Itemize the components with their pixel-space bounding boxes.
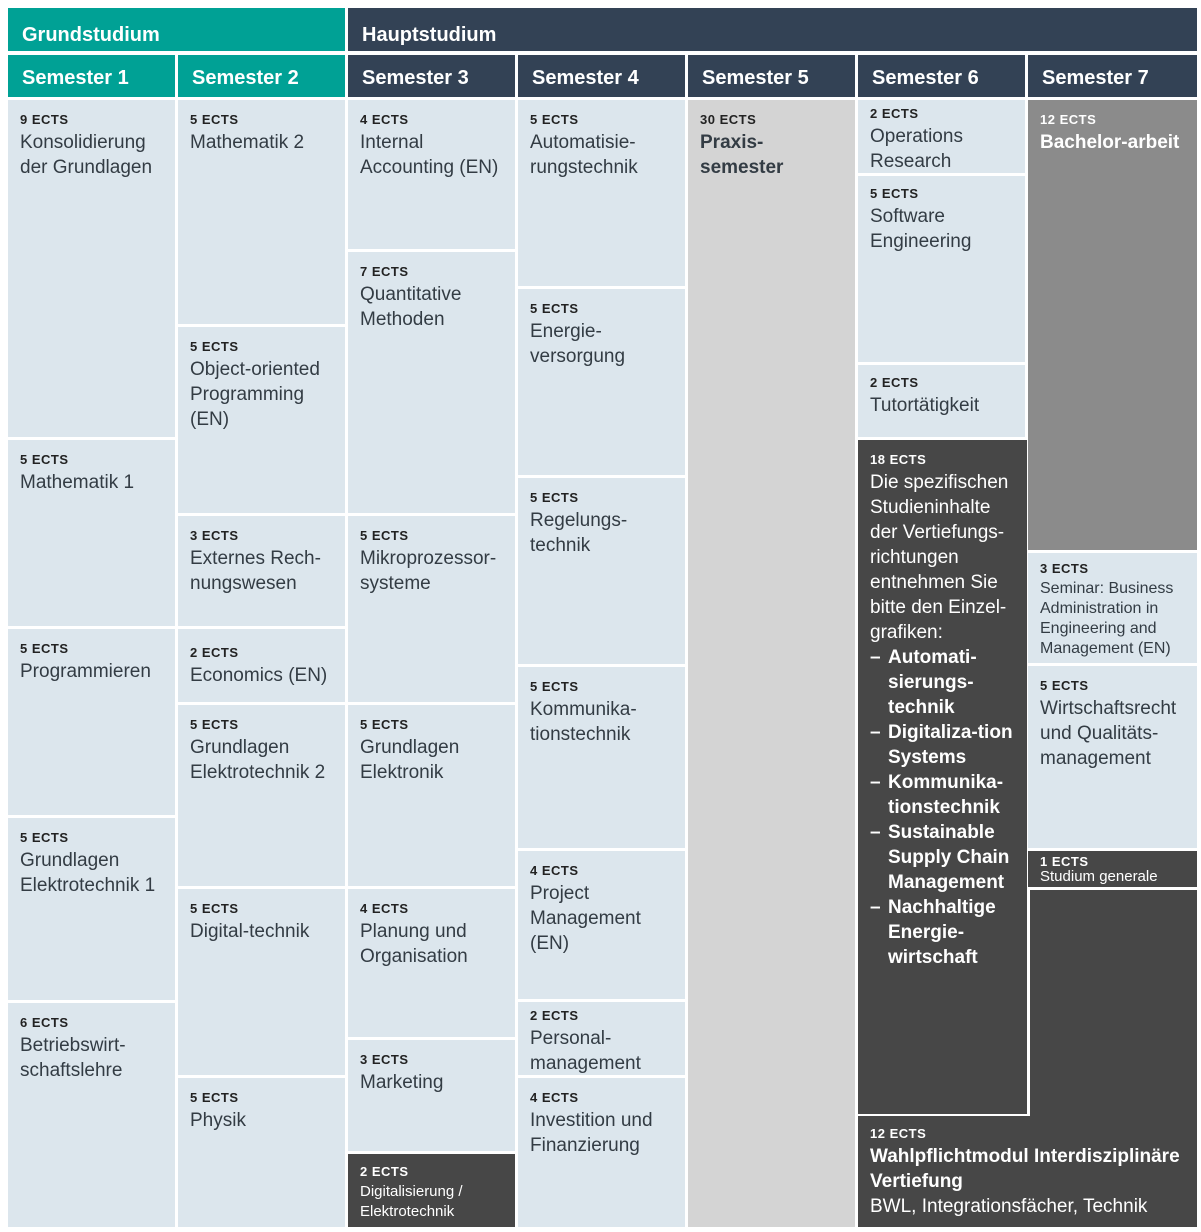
module-title: Energie-versorgung [530, 321, 626, 367]
module-title: Praxis-semester [700, 132, 784, 178]
module-title: Physik [190, 1110, 246, 1131]
module-ects: 1 ECTS [1040, 854, 1089, 869]
module-ects: 18 ECTS [870, 452, 927, 467]
module-title: Digitalisierung / Elektrotechnik [360, 1183, 463, 1220]
semester-2-header [178, 55, 345, 97]
semester-7-header [1028, 55, 1197, 97]
module-ects: 4 ECTS [360, 901, 409, 916]
vertiefung-text: Die spezifischen Studieninhalte der Vertiefungs-richtungen entnehmen Sie bitte den Einzel-grafiken: [870, 472, 1009, 643]
module-title: Marketing [360, 1072, 444, 1093]
vertiefung-item: – Digitaliza-tion Systems [870, 720, 1015, 770]
module-title: Automatisie-rungstechnik [530, 132, 638, 178]
module-konsolidierung [8, 100, 175, 437]
module-title: Object-oriented Programming (EN) [190, 359, 320, 430]
module-ects: 5 ECTS [870, 186, 919, 201]
module-grundlagen-elektrotechnik-1 [8, 818, 175, 1000]
module-title: Grundlagen Elektrotechnik 2 [190, 737, 326, 783]
semester-4-header [518, 55, 685, 97]
semester-7-label: Semester 7 [1042, 67, 1149, 89]
header-hauptstudium [348, 8, 1197, 51]
module-ects: 2 ECTS [870, 106, 919, 121]
module-title: Kommunika-tionstechnik [530, 699, 637, 745]
module-title: Bachelor-arbeit [1040, 132, 1180, 153]
module-seminar-business-administration [1028, 553, 1197, 663]
module-ects: 5 ECTS [190, 717, 239, 732]
module-title: Mathematik 2 [190, 132, 305, 153]
module-title: Programmieren [20, 661, 151, 682]
module-physik [178, 1078, 345, 1227]
module-title: Software Engineering [870, 206, 972, 252]
module-kommunikationstechnik [518, 667, 685, 848]
module-ects: 5 ECTS [20, 641, 69, 656]
vertiefung-item: – Nachhaltige Energie-wirtschaft [870, 895, 1015, 970]
module-title: Internal Accounting (EN) [360, 132, 499, 178]
module-title: Project Management (EN) [530, 883, 641, 954]
vertiefung-list [870, 645, 1015, 970]
module-title: Studium generale [1040, 868, 1158, 885]
module-externes-rechnungswesen [178, 516, 345, 626]
semester-6-header [858, 55, 1025, 97]
module-ects: 7 ECTS [360, 264, 409, 279]
module-title: Grundlagen Elektrotechnik 1 [20, 850, 156, 896]
module-ects: 5 ECTS [530, 679, 579, 694]
module-title: Mathematik 1 [20, 472, 135, 493]
module-ects: 5 ECTS [20, 452, 69, 467]
module-ects: 2 ECTS [190, 645, 239, 660]
module-automatisierungstechnik [518, 100, 685, 286]
semester-1-label: Semester 1 [22, 67, 129, 89]
module-praxissemester [688, 100, 855, 1227]
module-wahlpflichtmodul [858, 1116, 1197, 1227]
module-mathematik-1 [8, 440, 175, 626]
module-wirtschaftsrecht [1028, 666, 1197, 848]
module-mathematik-2 [178, 100, 345, 324]
module-title: Quantitative Methoden [360, 284, 462, 330]
module-investition-und-finanzierung [518, 1078, 685, 1227]
module-ects: 3 ECTS [1040, 561, 1089, 576]
module-title: Operations Research [870, 126, 963, 172]
module-personalmanagement [518, 1002, 685, 1075]
module-project-management [518, 851, 685, 999]
module-tutortaetigkeit [858, 365, 1025, 437]
module-ects: 2 ECTS [530, 1008, 579, 1023]
module-digitalisierung-elektrotechnik [348, 1154, 515, 1227]
module-betriebswirtschaftslehre [8, 1003, 175, 1227]
module-ects: 5 ECTS [530, 301, 579, 316]
module-software-engineering [858, 176, 1025, 362]
module-title: Personal-management [530, 1028, 641, 1074]
module-title: Digital-technik [190, 921, 310, 942]
module-grundlagen-elektronik [348, 705, 515, 886]
module-ects: 5 ECTS [190, 339, 239, 354]
module-marketing [348, 1040, 515, 1151]
module-operations-research [858, 100, 1025, 173]
header-grundstudium-label: Grundstudium [22, 24, 160, 46]
header-hauptstudium-label: Hauptstudium [362, 24, 497, 46]
module-object-oriented-programming [178, 327, 345, 513]
module-title: Seminar: Business Administration in Engineering and Management (EN) [1040, 580, 1174, 657]
module-title: Betriebswirt-schaftslehre [20, 1035, 126, 1081]
module-economics [178, 629, 345, 702]
vertiefung-item: – Automati-sierungs-technik [870, 645, 1015, 720]
semester-3-header [348, 55, 515, 97]
module-ects: 4 ECTS [360, 112, 409, 127]
module-title: Konsolidierung der Grundlagen [20, 132, 153, 178]
module-ects: 2 ECTS [360, 1164, 409, 1179]
module-ects: 5 ECTS [360, 717, 409, 732]
module-studium-generale [1028, 851, 1197, 887]
semester-1-header [8, 55, 175, 97]
module-ects: 5 ECTS [530, 490, 579, 505]
module-title: Externes Rech-nungswesen [190, 548, 321, 594]
module-title: Regelungs-technik [530, 510, 628, 556]
module-ects: 5 ECTS [190, 901, 239, 916]
module-ects: 9 ECTS [20, 112, 69, 127]
module-ects: 6 ECTS [20, 1015, 69, 1030]
module-ects: 3 ECTS [360, 1052, 409, 1067]
module-quantitative-methoden [348, 252, 515, 513]
module-ects: 5 ECTS [360, 528, 409, 543]
semester-3-label: Semester 3 [362, 67, 469, 89]
module-regelungstechnik [518, 478, 685, 664]
module-internal-accounting [348, 100, 515, 249]
semester-4-label: Semester 4 [532, 67, 639, 89]
module-title: Economics (EN) [190, 665, 328, 686]
module-title: Planung und Organisation [360, 921, 468, 967]
module-title: Tutortätigkeit [870, 395, 980, 416]
module-ects: 5 ECTS [1040, 678, 1089, 693]
module-vertiefungsrichtungen [858, 440, 1027, 1114]
module-ects: 30 ECTS [700, 112, 757, 127]
module-ects: 5 ECTS [190, 1090, 239, 1105]
module-digitaltechnik [178, 889, 345, 1075]
module-ects: 4 ECTS [530, 863, 579, 878]
module-title: Grundlagen Elektronik [360, 737, 460, 783]
vertiefung-item: – Sustainable Supply Chain Management [870, 820, 1015, 895]
wahlpflicht-upper-area [1030, 890, 1197, 1116]
module-ects: 3 ECTS [190, 528, 239, 543]
header-grundstudium [8, 8, 345, 51]
module-programmieren [8, 629, 175, 815]
module-title: Investition und Finanzierung [530, 1110, 653, 1156]
module-grundlagen-elektrotechnik-2 [178, 705, 345, 886]
semester-2-label: Semester 2 [192, 67, 299, 89]
module-mikroprozessorsysteme [348, 516, 515, 702]
module-title: Mikroprozessor-systeme [360, 548, 497, 594]
semester-6-label: Semester 6 [872, 67, 979, 89]
module-ects: 5 ECTS [530, 112, 579, 127]
vertiefung-item: – Kommunika-tionstechnik [870, 770, 1015, 820]
module-ects: 5 ECTS [190, 112, 239, 127]
module-ects: 12 ECTS [1040, 112, 1097, 127]
module-ects: 4 ECTS [530, 1090, 579, 1105]
semester-5-header [688, 55, 855, 97]
module-title: Wirtschaftsrecht und Qualitäts-management [1040, 698, 1177, 769]
module-title: Wahlpflichtmodul Interdisziplinäre Vertiefung [870, 1146, 1180, 1192]
module-ects: 5 ECTS [20, 830, 69, 845]
module-planung-und-organisation [348, 889, 515, 1037]
module-bachelorarbeit [1028, 100, 1197, 550]
module-energieversorgung [518, 289, 685, 475]
semester-5-label: Semester 5 [702, 67, 809, 89]
module-ects: 2 ECTS [870, 375, 919, 390]
module-subtitle: BWL, Integrationsfächer, Technik [870, 1196, 1148, 1217]
module-ects: 12 ECTS [870, 1126, 927, 1141]
